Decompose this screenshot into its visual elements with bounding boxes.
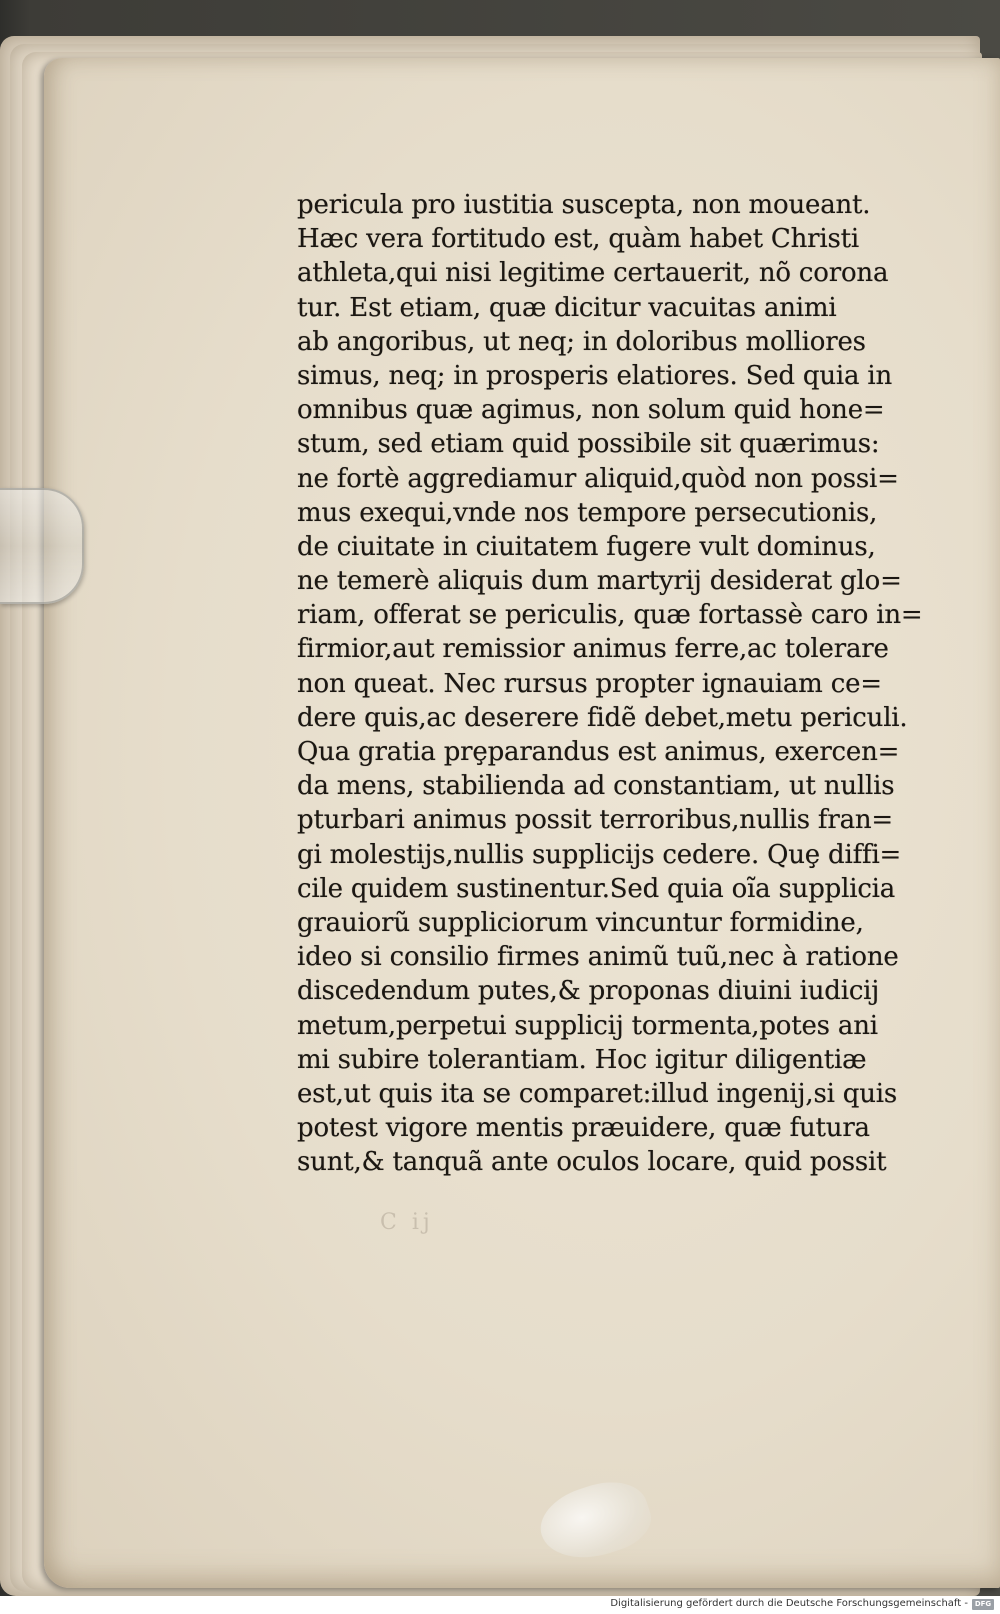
text-line: riam, offerat se periculis, quæ fortassè caro in= — [297, 600, 923, 631]
text-line: ideo si consilio firmes animũ tuũ,nec à ratione — [297, 942, 899, 973]
text-line: dere quis,ac deserere fidẽ debet,metu periculi. — [297, 702, 908, 733]
text-line: omnibus quæ agimus, non solum quid hone= — [297, 395, 885, 426]
text-line: tur. Est etiam, quæ dicitur vacuitas animi — [297, 292, 837, 323]
text-line: ne fortè aggrediamur aliquid,quòd non possi= — [297, 463, 899, 494]
text-line: discedendum putes,& proponas diuini iudicij — [297, 976, 880, 1007]
text-line: da mens, stabilienda ad constantiam, ut nullis — [297, 771, 895, 802]
text-line: gi molestijs,nullis supplicijs cedere. Quȩ diffi= — [297, 839, 902, 870]
text-line: athleta,qui nisi legitime certauerit, nõ corona — [297, 258, 889, 289]
text-line: grauiorũ suppliciorum vincuntur formidine, — [297, 907, 864, 938]
text-line: sunt,& tanquã ante oculos locare, quid possit — [297, 1147, 887, 1178]
text-line: pericula pro iustitia suscepta, non moueant. — [297, 190, 871, 220]
text-line: potest vigore mentis præuidere, quæ futura — [297, 1113, 870, 1144]
text-line: de ciuitate in ciuitatem fugere vult dominus, — [297, 531, 876, 562]
text-line: stum, sed etiam quid possibile sit quærimus: — [297, 429, 880, 460]
page-clip — [0, 488, 84, 604]
footer-credit: Digitalisierung gefördert durch die Deutsche Forschungsgemeinschaft - — [610, 1598, 968, 1609]
signature-mark: C ij — [380, 1210, 434, 1235]
dfg-logo-icon: DFG — [972, 1599, 994, 1610]
text-line: mi subire tolerantiam. Hoc igitur diligentiæ — [297, 1044, 867, 1075]
text-line: est,ut quis ita se comparet:illud ingenij,si quis — [297, 1078, 898, 1109]
text-line: cile quidem sustinentur.Sed quia oĩa supplicia — [297, 873, 896, 904]
text-line: ne temerè aliquis dum martyrij desiderat glo= — [297, 566, 902, 597]
text-line: pturbari animus possit terroribus,nullis fran= — [297, 805, 894, 836]
text-line: Hæc vera fortitudo est, quàm habet Christi — [297, 224, 860, 255]
text-line: metum,perpetui supplicij tormenta,potes ani — [297, 1010, 878, 1041]
text-line: firmior,aut remissior animus ferre,ac tolerare — [297, 634, 889, 665]
text-line: simus, neq; in prosperis elatiores. Sed quia in — [297, 360, 893, 391]
text-line: Qua gratia prȩparandus est animus, exercen= — [297, 737, 900, 767]
page-text-block — [297, 188, 937, 1179]
text-line: ab angoribus, ut neq; in doloribus molliores — [297, 326, 866, 357]
text-line: mus exequi,vnde nos tempore persecutionis, — [297, 497, 878, 528]
text-line: non queat. Nec rursus propter ignauiam ce= — [297, 668, 882, 699]
